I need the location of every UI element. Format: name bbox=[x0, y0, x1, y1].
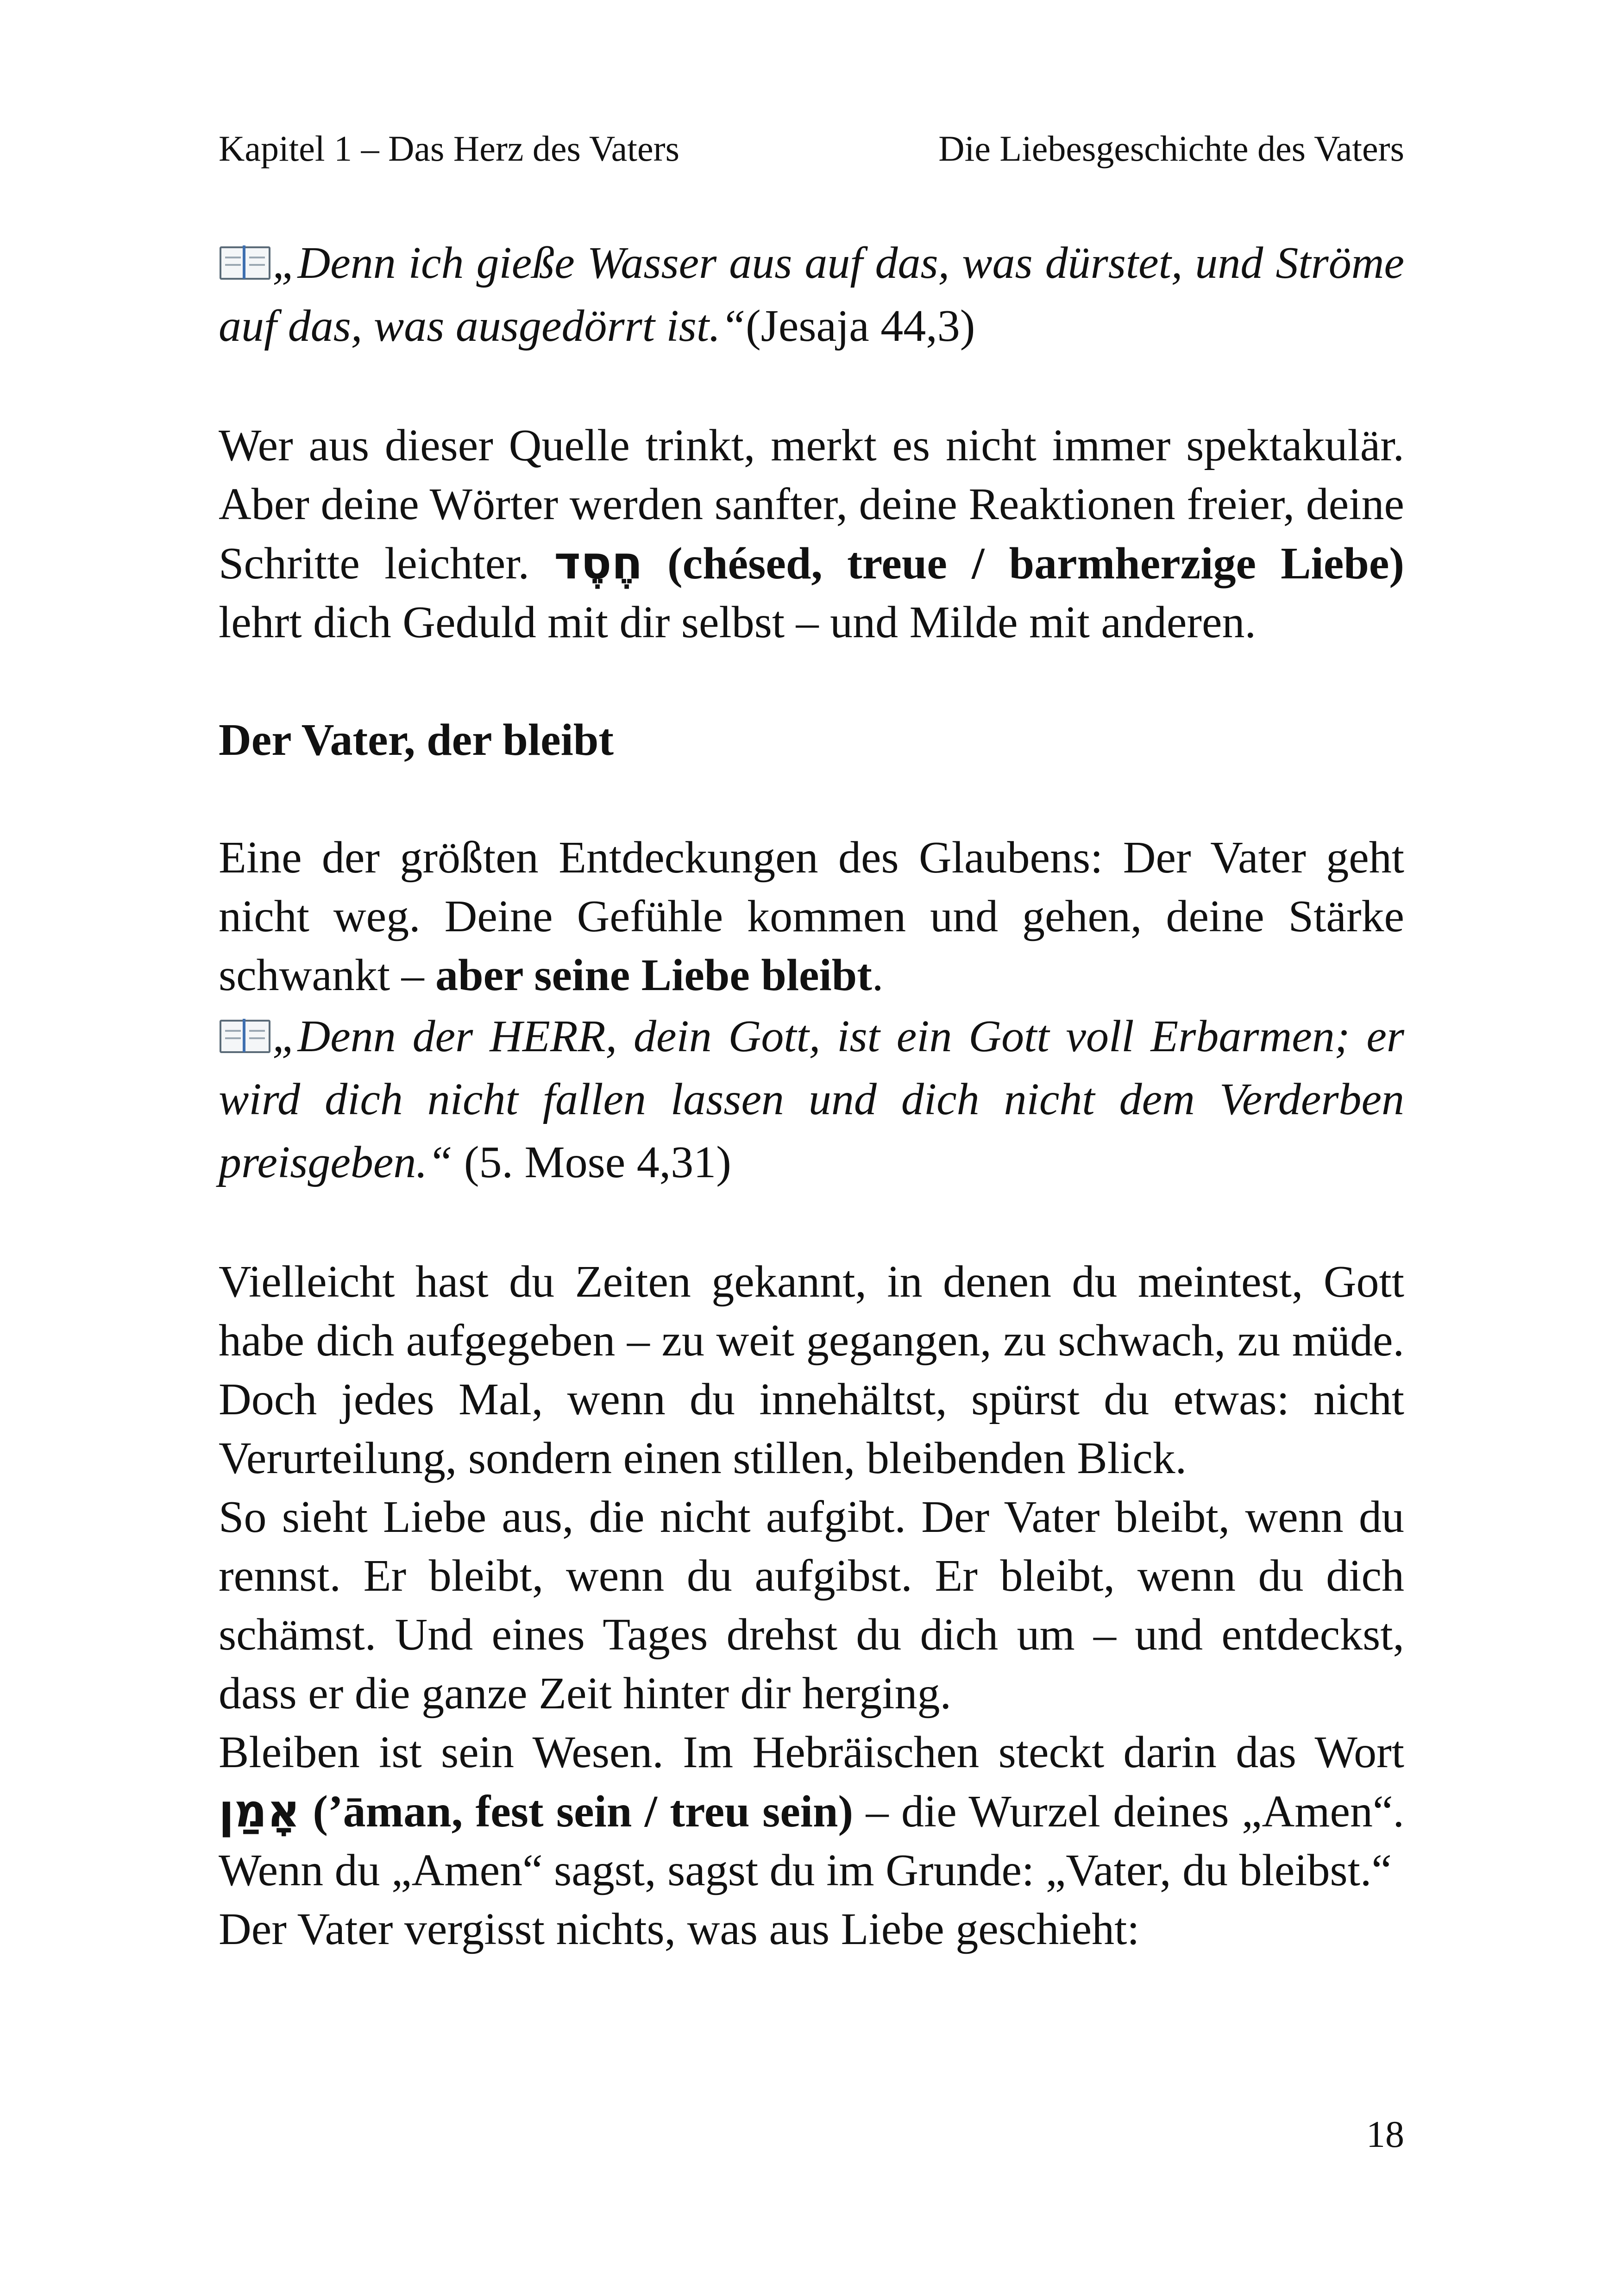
paragraph-text: . bbox=[872, 950, 884, 1000]
chapter-title: Kapitel 1 – Das Herz des Vaters bbox=[219, 128, 679, 169]
quote-reference: (Jesaja 44,3) bbox=[746, 301, 975, 351]
paragraph-times: Vielleicht hast du Zeiten gekannt, in denen du meintest, Gott habe dich aufgegeben – zu weit gegangen, zu schwach, zu müde. Doch jedes Mal, wenn du innehältst, spürst du etwas: nicht Verurteilung, sondern einen stillen, bleibenden Blick. bbox=[219, 1257, 1404, 1483]
scripture-quote-deuteronomy bbox=[219, 1005, 1404, 1194]
quote-reference: (5. Mose 4,31) bbox=[452, 1137, 731, 1187]
quote-text: „Denn ich gieße Wasser aus auf das, was dürstet, und Ströme auf das, was ausgedörrt ist.“ bbox=[219, 238, 1404, 351]
paragraph-love-stays: So sieht Liebe aus, die nicht aufgibt. Der Vater bleibt, wenn du rennst. Er bleibt, wenn du aufgibst. Er bleibt, wenn du dich schämst. Und eines Tages drehst du dich um – und entdeckst, dass er die ganze Zeit hinter dir herging. bbox=[219, 1492, 1404, 1719]
hebrew-word-chesed: חֶסֶד bbox=[554, 537, 643, 590]
paragraph-text: Wer aus dieser Quelle trinkt, merkt es nicht immer spektakulär. Aber deine Wörter werden sanfter, deine Reaktionen freier, deine Schritte leichter. bbox=[219, 420, 1404, 589]
paragraph-text: Eine der größten Entdeckungen des Glaubens: Der Vater geht nicht weg. Deine Gefühle kommen und gehen, deine Stärke schwankt – bbox=[219, 833, 1404, 1000]
hebrew-word-aman: אָמַן bbox=[219, 1785, 300, 1838]
open-book-icon bbox=[219, 1016, 270, 1053]
hebrew-gloss: (chésed, treue / barmherzige Liebe) bbox=[642, 539, 1405, 589]
paragraph-closing: Der Vater vergisst nichts, was aus Liebe geschieht: bbox=[219, 1904, 1140, 1954]
section-heading: Der Vater, der bleibt bbox=[219, 715, 614, 765]
paragraph-text: lehrt dich Geduld mit dir selbst – und Milde mit anderen. bbox=[219, 597, 1256, 647]
page-number: 18 bbox=[1366, 2113, 1404, 2155]
book-title: Die Liebesgeschichte des Vaters bbox=[938, 128, 1404, 169]
paragraph-aman bbox=[219, 1723, 1404, 1900]
quote-text: „Denn der HERR, dein Gott, ist ein Gott voll Erbarmen; er wird dich nicht fallen lassen und dich nicht dem Verderben preisgeben.“ bbox=[219, 1011, 1404, 1187]
emphasis-text: aber seine Liebe bleibt bbox=[435, 950, 872, 1000]
paragraph-text: Bleiben ist sein Wesen. Im Hebräischen steckt darin das Wort bbox=[219, 1727, 1404, 1777]
paragraph-text: – die Wurzel deines „Amen“. Wenn du „Amen“ sagst, sagst du im Grunde: „Vater, du bleibst.“ bbox=[219, 1787, 1405, 1895]
open-book-icon bbox=[219, 243, 270, 280]
paragraph-chesed bbox=[219, 416, 1404, 652]
running-header bbox=[219, 128, 1404, 169]
scripture-quote-isaiah bbox=[219, 232, 1404, 358]
page-body bbox=[219, 232, 1404, 1959]
hebrew-gloss: (’āman, fest sein / treu sein) bbox=[300, 1787, 854, 1837]
paragraph-father-stays bbox=[219, 828, 1404, 1005]
